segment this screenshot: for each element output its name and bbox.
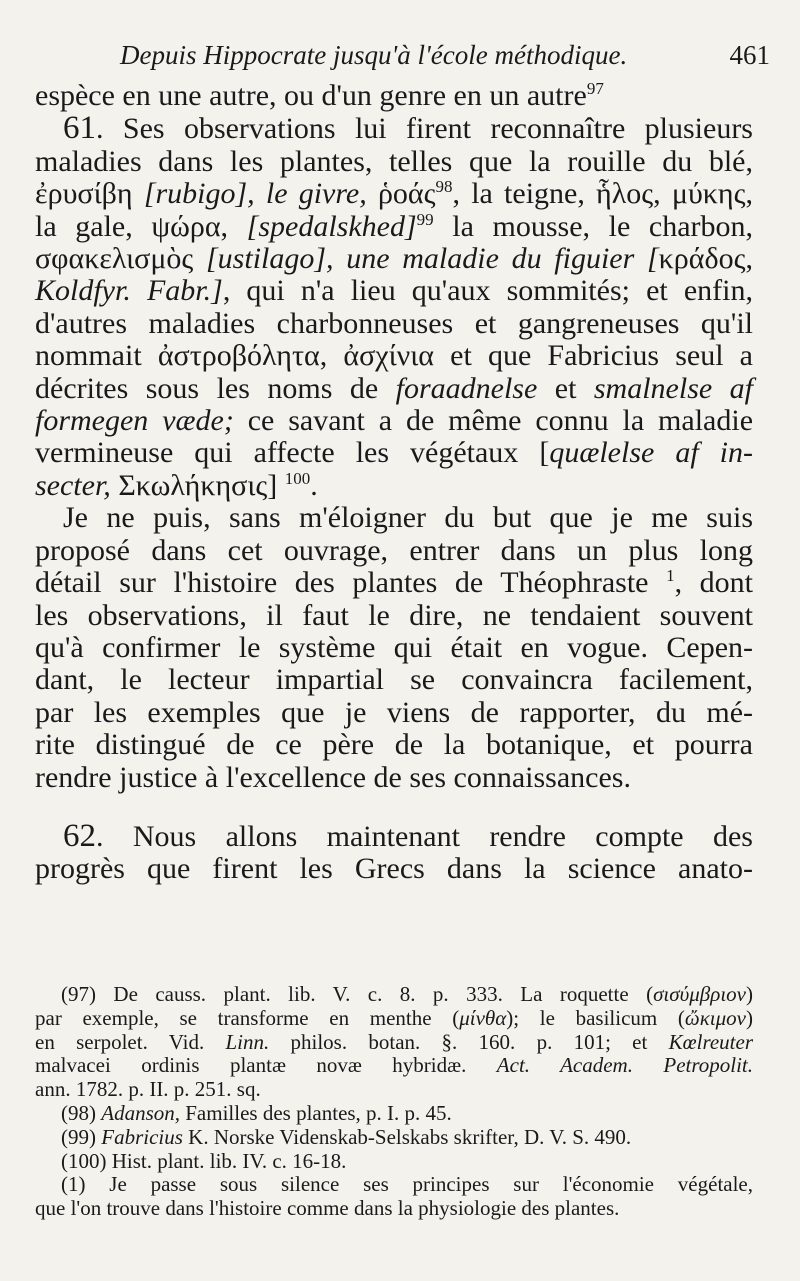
footnote-ref: 99 [416,209,434,229]
paragraph-gap [35,794,753,820]
footnote-line: en serpolet. Vid. Linn. philos. botan. §. 160. p. 101; et Kœlreuter [35,1029,753,1054]
text-line: maladies dans les plantes, telles que la rouille du blé, [35,144,753,178]
footnote-line: par exemple, se transforme en menthe (μίνθα); le basilicum (ὤκιμον) [35,1005,753,1030]
paragraph-start: Je ne puis, sans m'éloigner du but que je me suis [63,501,753,535]
paragraph-number: 62 [63,817,96,854]
footnote-ref: 98 [435,177,453,197]
text-line: rendre justice à l'excellence de ses connaissances. [35,760,631,794]
text-line: vermineuse qui affecte les végétaux [quælelse af in- [35,436,754,470]
text-line: formegen væde; ce savant a de même connu la maladie [35,404,754,438]
footnote-98: (98) Adanson, Familles des plantes, p. I. p. 45. [61,1100,452,1125]
footnote-line: ann. 1782. p. II. p. 251. sq. [35,1077,261,1102]
text-line: espèce en une autre, ou d'un genre en un autre$^{97}$ [35,79,604,112]
text-line: ἐρυσίβη [rubigo], le givre, ῥοάς$^{98}$, la teigne, ἧλος, μύκης, [35,177,753,211]
footnote-line: malvacei ordinis plantæ novæ hybridæ. Act. Academ. Petropolit. [35,1053,753,1078]
text-line: Koldfyr. Fabr.], qui n'a lieu qu'aux sommités; et enfin, [35,274,753,308]
footnote-ref: 97 [586,79,604,98]
footnote-100: (100) Hist. plant. lib. IV. c. 16-18. [61,1148,347,1173]
footnote-ref: 100 [284,468,311,488]
body-text [35,80,753,886]
text-line: par les exemples que je viens de rapporter, du mé- [35,695,753,729]
paragraph-number: 61 [63,110,96,147]
text-line: rite distingué de ce père de la botanique, et pourra [35,728,753,762]
footnote-1: (1) Je passe sous silence ses principes sur l'économie végétale, [61,1172,753,1197]
footnote-99: (99) Fabricius K. Norske Videnskab-Selskabs skrifter, D. V. S. 490. [61,1124,632,1149]
text-line: détail sur l'histoire des plantes de Théophraste $^1$, dont [35,566,753,600]
footnote-97: (97) De causs. plant. lib. V. c. 8. p. 333. La roquette (σισύμβριον) [61,982,753,1006]
paragraph-62-start: 62. Nous allons maintenant rendre compte des [63,817,753,854]
text-line: décrites sous les noms de foraadnelse et smalnelse af [35,371,753,405]
running-title: Depuis Hippocrate jusqu'à l'école méthodique. [120,40,628,70]
text-line: les observations, il faut le dire, ne tendaient souvent [35,598,753,632]
text-line: qu'à confirmer le système qui était en vogue. Cepen- [35,630,753,664]
text-line: σφακελισμὸς [ustilago], une maladie du figuier [κράδος, [35,242,753,276]
footnote-line: que l'on trouve dans l'histoire comme dans la physiologie des plantes. [35,1196,620,1221]
text-line: proposé dans cet ouvrage, entrer dans un plus long [35,533,753,567]
footnote-ref: 1 [666,566,675,586]
paragraph-61-start: 61. Ses observations lui firent reconnaître plusieurs [63,110,753,147]
text-line: progrès que firent les Grecs dans la science anato- [35,852,753,886]
text-line: dant, le lecteur impartial se convaincra facilement, [35,663,753,697]
footnotes [35,983,753,1221]
text-line: nommait ἀστροβόλητα, ἀσχίνια et que Fabricius seul a [35,339,753,373]
text-line: la gale, ψώρα, [spedalskhed]$^{99}$ la mousse, le charbon, [35,209,754,243]
text-line: d'autres maladies charbonneuses et gangreneuses qu'il [35,306,753,340]
page-number: 461 [729,40,770,70]
text-line: secter, Σκωλήκησις] $^{100}$. [35,468,318,502]
